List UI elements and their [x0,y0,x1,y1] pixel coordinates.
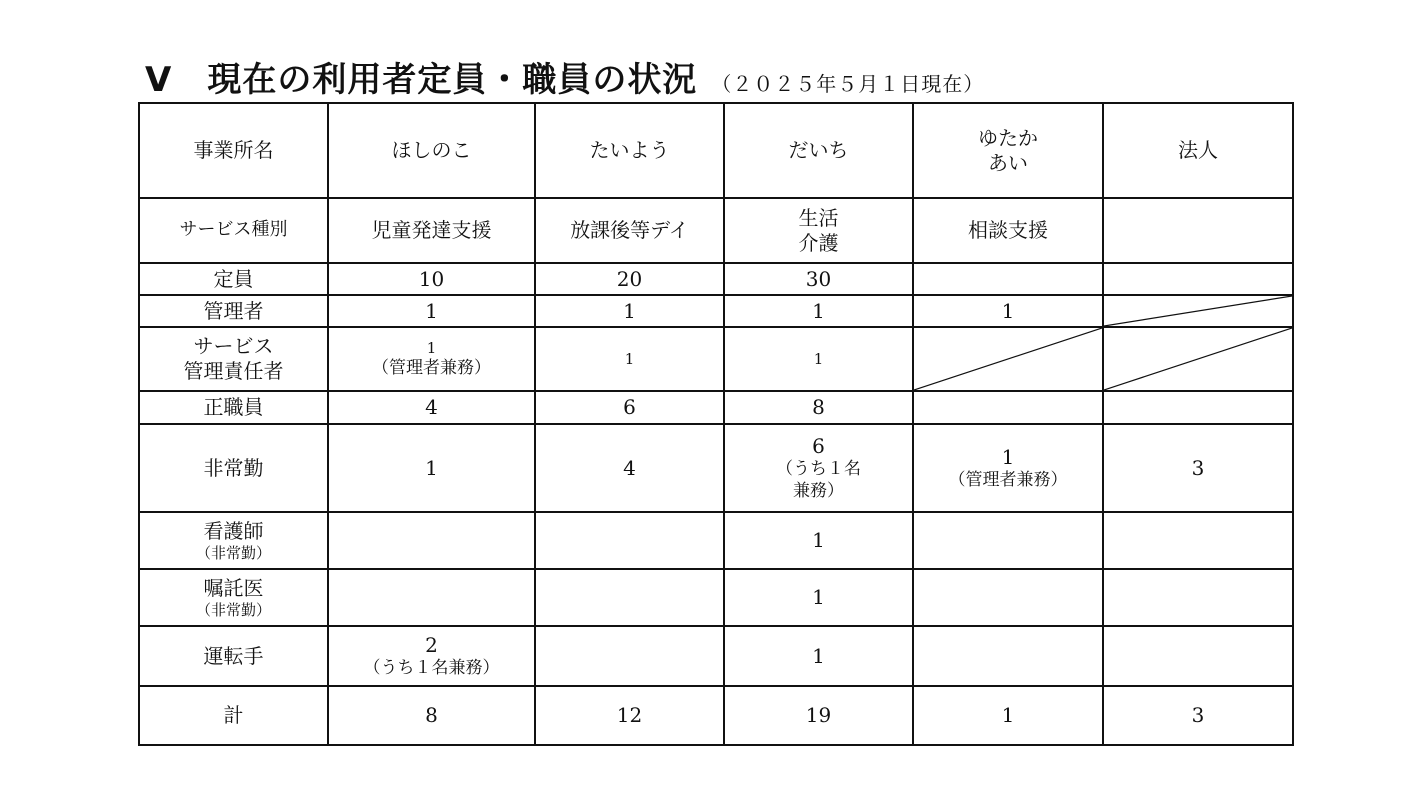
header-taiyou: たいよう [535,103,724,198]
service-daichi [724,198,913,263]
capacity-yutaka-ai [913,263,1103,295]
capacity-label: 定員 [139,263,328,295]
nurse-yutaka-ai [913,512,1103,569]
table-row-manager [139,295,1293,327]
header-corporation: 法人 [1103,103,1293,198]
total-yutaka-ai: 1 [913,686,1103,745]
total-corporation: 3 [1103,686,1293,745]
driver-label: 運転手 [139,626,328,686]
fulltime-yutaka-ai [913,391,1103,424]
doctor-hoshinoko [328,569,535,626]
service-label: サービス種別 [139,198,328,263]
manager-yutaka-ai: 1 [913,295,1103,327]
parttime-hoshinoko: 1 [328,424,535,512]
staff-table [138,102,1294,746]
capacity-daichi: 30 [724,263,913,295]
table-row-service-manager [139,327,1293,391]
doctor-sublabel: （非常勤） [195,600,271,619]
capacity-taiyou: 20 [535,263,724,295]
service-taiyou: 放課後等デイ [535,198,724,263]
parttime-daichi-note-line2: 兼務） [793,480,844,501]
table-row-nurse [139,512,1293,569]
header-label: 事業所名 [139,103,328,198]
parttime-corporation: 3 [1103,424,1293,512]
service-daichi-line1: 生活 [798,205,839,230]
nurse-daichi: 1 [724,512,913,569]
fulltime-corporation [1103,391,1293,424]
title-main: Ⅴ 現在の利用者定員・職員の状況 [145,60,698,100]
table-row-doctor [139,569,1293,626]
service-yutaka-ai: 相談支援 [913,198,1103,263]
parttime-yutaka-ai [913,424,1103,512]
service-manager-taiyou-value: 1 [624,349,635,368]
doctor-yutaka-ai [913,569,1103,626]
header-yutaka-ai [913,103,1103,198]
service-manager-taiyou [535,327,724,391]
doctor-taiyou [535,569,724,626]
manager-taiyou: 1 [535,295,724,327]
service-manager-yutaka-ai-diagonal [913,327,1103,391]
total-taiyou: 12 [535,686,724,745]
parttime-yutaka-ai-value: 1 [1001,444,1015,469]
driver-yutaka-ai [913,626,1103,686]
driver-daichi: 1 [724,626,913,686]
driver-taiyou [535,626,724,686]
header-daichi: だいち [724,103,913,198]
nurse-label [139,512,328,569]
nurse-label-text: 看護師 [203,518,264,543]
nurse-corporation [1103,512,1293,569]
service-daichi-line2: 介護 [798,230,839,255]
header-yutaka: ゆたか [978,125,1038,150]
capacity-corporation [1103,263,1293,295]
table-row-parttime [139,424,1293,512]
service-corporation [1103,198,1293,263]
table-row-total [139,686,1293,745]
driver-hoshinoko-note: （うち１名兼務） [363,657,500,678]
fulltime-taiyou: 6 [535,391,724,424]
service-manager-label [139,327,328,391]
driver-corporation [1103,626,1293,686]
service-manager-daichi [724,327,913,391]
capacity-hoshinoko: 10 [328,263,535,295]
title-date: （２０２５年５月１日現在） [711,72,985,96]
doctor-daichi: 1 [724,569,913,626]
service-manager-label-line2: 管理責任者 [183,359,284,383]
parttime-yutaka-ai-note: （管理者兼務） [948,469,1068,490]
parttime-taiyou: 4 [535,424,724,512]
service-manager-hoshinoko-value: 1 [426,339,437,357]
manager-daichi: 1 [724,295,913,327]
nurse-taiyou [535,512,724,569]
fulltime-daichi: 8 [724,391,913,424]
table-row-service [139,198,1293,263]
driver-hoshinoko [328,626,535,686]
service-manager-corporation-diagonal [1103,327,1293,391]
nurse-sublabel: （非常勤） [195,543,271,562]
service-manager-hoshinoko [328,327,535,391]
service-hoshinoko: 児童発達支援 [328,198,535,263]
parttime-daichi-note-line1: （うち１名 [776,459,861,480]
manager-label: 管理者 [139,295,328,327]
doctor-corporation [1103,569,1293,626]
service-manager-label-line1: サービス [193,334,274,358]
table-row-driver [139,626,1293,686]
doctor-label [139,569,328,626]
parttime-label: 非常勤 [139,424,328,512]
parttime-daichi [724,424,913,512]
manager-hoshinoko: 1 [328,295,535,327]
total-label: 計 [139,686,328,745]
header-hoshinoko: ほしのこ [328,103,535,198]
total-hoshinoko: 8 [328,686,535,745]
table-row-fulltime [139,391,1293,424]
total-daichi: 19 [724,686,913,745]
parttime-daichi-value: 6 [812,434,825,459]
table-row-header [139,103,1293,198]
driver-hoshinoko-value: 2 [425,632,438,657]
fulltime-hoshinoko: 4 [328,391,535,424]
fulltime-label: 正職員 [139,391,328,424]
service-manager-hoshinoko-note: （管理者兼務） [372,357,491,378]
manager-corporation-diagonal [1103,295,1293,327]
table-row-capacity [139,263,1293,295]
nurse-hoshinoko [328,512,535,569]
service-manager-daichi-value: 1 [813,349,824,368]
page-title [145,52,984,100]
doctor-label-text: 嘱託医 [203,575,264,600]
header-ai: あい [988,150,1028,175]
